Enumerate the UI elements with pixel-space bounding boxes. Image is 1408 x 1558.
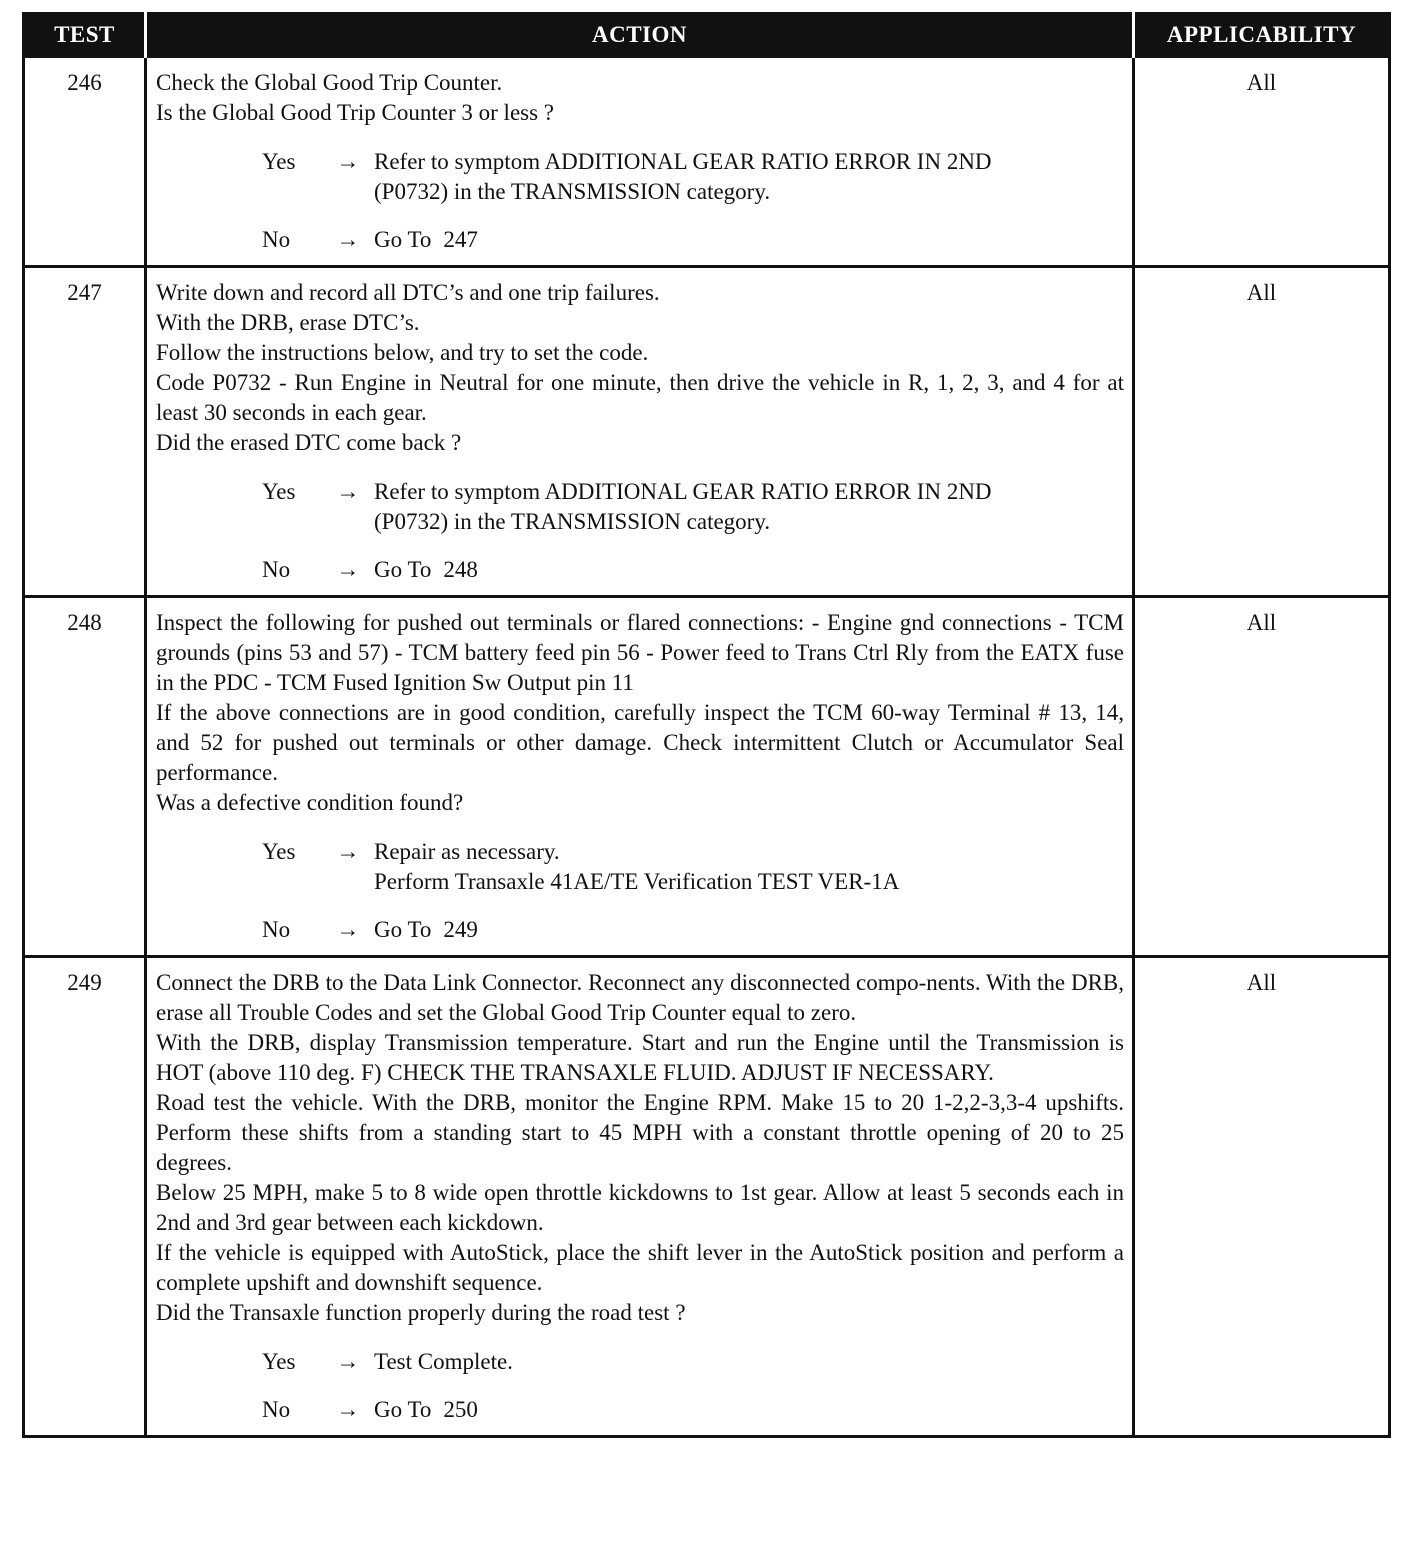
applicability-value: All <box>1134 57 1390 267</box>
action-line: Follow the instructions below, and try to set the code. <box>156 340 649 365</box>
arrow-right-icon: → <box>336 149 360 174</box>
goto-label: Go To <box>374 557 432 582</box>
action-line: Road test the vehicle. With the DRB, monitor the Engine RPM. Make 15 to 20 1-2,2-3,3-4 upshifts. Perform these shifts from a standing start to 45 MPH with a constant throttle opening of 20 to 25 degrees. <box>156 1090 1124 1175</box>
yes-result <box>156 837 1124 897</box>
goto-target: 250 <box>443 1397 478 1422</box>
action-line: Is the Global Good Trip Counter 3 or less ? <box>156 100 555 125</box>
goto-target: 248 <box>443 557 478 582</box>
applicability-value: All <box>1134 957 1390 1437</box>
arrow-right-icon: → <box>336 227 360 252</box>
arrow-right-icon: → <box>336 557 360 582</box>
no-label: No <box>262 917 291 942</box>
action-line: Write down and record all DTC’s and one trip failures. <box>156 280 660 305</box>
no-label: No <box>262 557 291 582</box>
action-line: Code P0732 - Run Engine in Neutral for one minute, then drive the vehicle in R, 1, 2, 3, and 4 for at least 30 seconds in each gear. <box>156 370 1124 425</box>
no-label: No <box>262 1397 291 1422</box>
yes-result-line: Refer to symptom ADDITIONAL GEAR RATIO ERROR IN 2ND <box>374 149 992 174</box>
arrow-right-icon: → <box>336 917 360 942</box>
header-action: ACTION <box>146 14 1134 57</box>
goto-target: 247 <box>443 227 478 252</box>
no-result <box>156 555 1124 585</box>
yes-result <box>156 1347 1124 1377</box>
table-row <box>24 957 1390 1437</box>
action-line: With the DRB, erase DTC’s. <box>156 310 420 335</box>
action-line: Connect the DRB to the Data Link Connector. Reconnect any disconnected compo-nents. With the DRB, erase all Trouble Codes and set the Global Good Trip Counter equal to zero. <box>156 970 1124 1025</box>
test-number: 249 <box>24 957 146 1437</box>
yes-result-line: (P0732) in the TRANSMISSION category. <box>374 509 771 534</box>
yes-label: Yes <box>262 149 296 174</box>
applicability-value: All <box>1134 597 1390 957</box>
action-cell <box>146 957 1134 1437</box>
table-row <box>24 597 1390 957</box>
yes-result-line: Refer to symptom ADDITIONAL GEAR RATIO ERROR IN 2ND <box>374 479 992 504</box>
goto-label: Go To <box>374 1397 432 1422</box>
yes-result <box>156 147 1124 207</box>
action-line: With the DRB, display Transmission temperature. Start and run the Engine until the Transmission is HOT (above 110 deg. F) CHECK THE TRANSAXLE FLUID. ADJUST IF NECESSARY. <box>156 1030 1124 1085</box>
diagnostic-test-table <box>22 12 1391 1438</box>
yes-label: Yes <box>262 1349 296 1374</box>
header-row <box>24 14 1390 57</box>
no-result <box>156 1395 1124 1425</box>
table-row <box>24 57 1390 267</box>
test-number: 246 <box>24 57 146 267</box>
no-result <box>156 225 1124 255</box>
arrow-right-icon: → <box>336 1349 360 1374</box>
action-cell <box>146 267 1134 597</box>
arrow-right-icon: → <box>336 839 360 864</box>
no-result-text <box>374 915 1124 945</box>
action-line: Was a defective condition found? <box>156 790 464 815</box>
applicability-value: All <box>1134 267 1390 597</box>
diagnostic-test-sheet <box>22 12 1388 1438</box>
action-line: Inspect the following for pushed out terminals or flared connections: - Engine gnd connections - TCM grounds (pins 53 and 57) - TCM battery feed pin 56 - Power feed to Trans Ctrl Rly from the EATX fuse in the PDC - TCM Fused Ignition Sw Output pin 11 <box>156 610 1124 695</box>
no-result <box>156 915 1124 945</box>
yes-result-line: Repair as necessary. <box>374 839 560 864</box>
action-line: Did the Transaxle function properly during the road test ? <box>156 1300 686 1325</box>
yes-result-line: Test Complete. <box>374 1349 513 1374</box>
no-result-text <box>374 1395 1124 1425</box>
no-label: No <box>262 227 291 252</box>
yes-result-line: (P0732) in the TRANSMISSION category. <box>374 179 771 204</box>
yes-result-text <box>374 477 1124 537</box>
goto-label: Go To <box>374 227 432 252</box>
arrow-right-icon: → <box>336 1397 360 1422</box>
no-result-text <box>374 555 1124 585</box>
arrow-right-icon: → <box>336 479 360 504</box>
action-line: If the above connections are in good condition, carefully inspect the TCM 60-way Terminal # 13, 14, and 52 for pushed out terminals or other damage. Check intermittent Clutch or Accumulator Seal performance. <box>156 700 1124 785</box>
action-cell <box>146 57 1134 267</box>
yes-result-text <box>374 147 1124 207</box>
action-line: If the vehicle is equipped with AutoStick, place the shift lever in the AutoStick position and perform a complete upshift and downshift sequence. <box>156 1240 1124 1295</box>
action-line: Check the Global Good Trip Counter. <box>156 70 503 95</box>
yes-result-line: Perform Transaxle 41AE/TE Verification TEST VER-1A <box>374 869 900 894</box>
goto-target: 249 <box>443 917 478 942</box>
table-row <box>24 267 1390 597</box>
yes-label: Yes <box>262 839 296 864</box>
test-number: 247 <box>24 267 146 597</box>
test-number: 248 <box>24 597 146 957</box>
header-applicability: APPLICABILITY <box>1134 14 1390 57</box>
no-result-text <box>374 225 1124 255</box>
yes-result-text <box>374 837 1124 897</box>
action-line: Below 25 MPH, make 5 to 8 wide open throttle kickdowns to 1st gear. Allow at least 5 seconds each in 2nd and 3rd gear between each kickdown. <box>156 1180 1124 1235</box>
action-line: Did the erased DTC come back ? <box>156 430 462 455</box>
table-body <box>24 57 1390 1437</box>
action-cell <box>146 597 1134 957</box>
yes-result-text <box>374 1347 1124 1377</box>
goto-label: Go To <box>374 917 432 942</box>
yes-label: Yes <box>262 479 296 504</box>
header-test: TEST <box>24 14 146 57</box>
yes-result <box>156 477 1124 537</box>
